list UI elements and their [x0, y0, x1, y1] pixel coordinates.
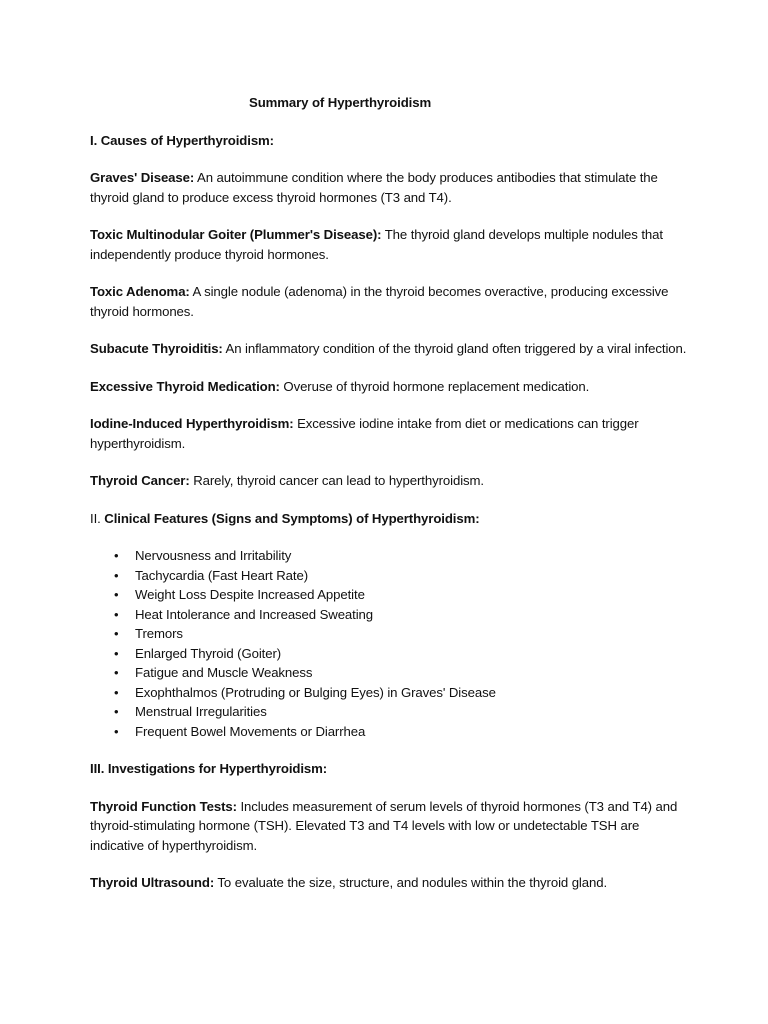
term-description: Excessive iodine intake from diet or medications can trigger hyperthyroidism. — [90, 416, 639, 451]
bullet-icon: • — [114, 723, 119, 739]
term-description: The thyroid gland develops multiple nodules that independently produce thyroid hormones. — [90, 227, 663, 262]
list-item — [114, 683, 690, 703]
list-item-text: Nervousness and Irritability — [135, 548, 292, 563]
term-label: Thyroid Ultrasound: — [90, 875, 215, 890]
section-heading-investigations: III. Investigations for Hyperthyroidism: — [90, 761, 328, 776]
section-heading-causes: I. Causes of Hyperthyroidism: — [90, 132, 274, 148]
bullet-icon: • — [114, 626, 119, 641]
list-item-text: Exophthalmos (Protruding or Bulging Eyes) in Graves' Disease — [135, 684, 496, 700]
bullet-icon: • — [114, 645, 119, 661]
bullet-icon: • — [114, 684, 119, 700]
term-label: Thyroid Cancer: — [90, 473, 190, 488]
list-item-text: Fatigue and Muscle Weakness — [135, 665, 313, 680]
list-item — [114, 702, 690, 722]
bullet-icon: • — [114, 567, 119, 583]
term-label: Toxic Adenoma: — [90, 284, 190, 299]
symptom-list — [90, 546, 690, 741]
term-description: To evaluate the size, structure, and nodules within the thyroid gland. — [214, 875, 608, 890]
list-item — [114, 722, 690, 742]
list-item — [114, 663, 690, 683]
term-description: A single nodule (adenoma) in the thyroid becomes overactive, producing excessive thyroid hormones. — [90, 284, 669, 319]
list-item — [114, 566, 690, 586]
term-description: An autoimmune condition where the body produces antibodies that stimulate the thyroid gland to produce excess thyroid hormones (T3 and T4). — [90, 170, 658, 205]
list-item-text: Menstrual Irregularities — [135, 704, 267, 719]
section-number: II. — [90, 510, 105, 526]
term-description: Overuse of thyroid hormone replacement medication. — [279, 378, 590, 394]
list-item — [114, 624, 690, 644]
list-item-text: Tachycardia (Fast Heart Rate) — [135, 567, 308, 583]
term-description: An inflammatory condition of the thyroid gland often triggered by a viral infection. — [222, 341, 687, 356]
bullet-icon: • — [114, 704, 119, 719]
paragraph-multinodular-goiter — [90, 225, 690, 264]
paragraph-thyroid-cancer — [90, 471, 690, 491]
bullet-icon: • — [114, 606, 119, 622]
list-item-text: Enlarged Thyroid (Goiter) — [135, 645, 282, 661]
paragraph-thyroid-ultrasound — [90, 873, 690, 893]
list-item-text: Weight Loss Despite Increased Appetite — [135, 587, 365, 602]
term-description: Includes measurement of serum levels of thyroid hormones (T3 and T4) and thyroid-stimulating hormone (TSH). Elevated T3 and T4 levels with low or undetectable TSH are indicative of hyperthyroidism. — [90, 798, 678, 853]
term-label: Iodine-Induced Hyperthyroidism: — [90, 416, 294, 431]
paragraph-iodine-induced — [90, 414, 690, 453]
list-item — [114, 605, 690, 625]
bullet-icon: • — [114, 665, 119, 680]
paragraph-graves — [90, 168, 690, 207]
term-description: Rarely, thyroid cancer can lead to hyperthyroidism. — [189, 473, 484, 488]
term-label: Subacute Thyroiditis: — [90, 341, 223, 356]
paragraph-subacute-thyroiditis — [90, 339, 690, 359]
term-label: Excessive Thyroid Medication: — [90, 378, 280, 394]
document-content — [90, 93, 690, 911]
list-item — [114, 546, 690, 566]
list-item-text: Frequent Bowel Movements or Diarrhea — [135, 723, 366, 739]
term-label: Toxic Multinodular Goiter (Plummer's Disease): — [90, 227, 382, 242]
bullet-icon: • — [114, 587, 119, 602]
paragraph-excessive-medication — [90, 377, 690, 397]
list-item-text: Heat Intolerance and Increased Sweating — [135, 606, 374, 622]
list-item — [114, 585, 690, 605]
section-heading-text: Clinical Features (Signs and Symptoms) of Hyperthyroidism: — [104, 510, 480, 526]
page-title: Summary of Hyperthyroidism — [249, 95, 432, 110]
list-item — [114, 644, 690, 664]
section-heading-clinical-features — [90, 509, 690, 529]
term-label: Thyroid Function Tests: — [90, 798, 237, 814]
paragraph-toxic-adenoma — [90, 282, 690, 321]
bullet-icon: • — [114, 548, 119, 563]
paragraph-thyroid-function-tests — [90, 797, 690, 856]
list-item-text: Tremors — [135, 626, 183, 641]
term-label: Graves' Disease: — [90, 170, 195, 185]
